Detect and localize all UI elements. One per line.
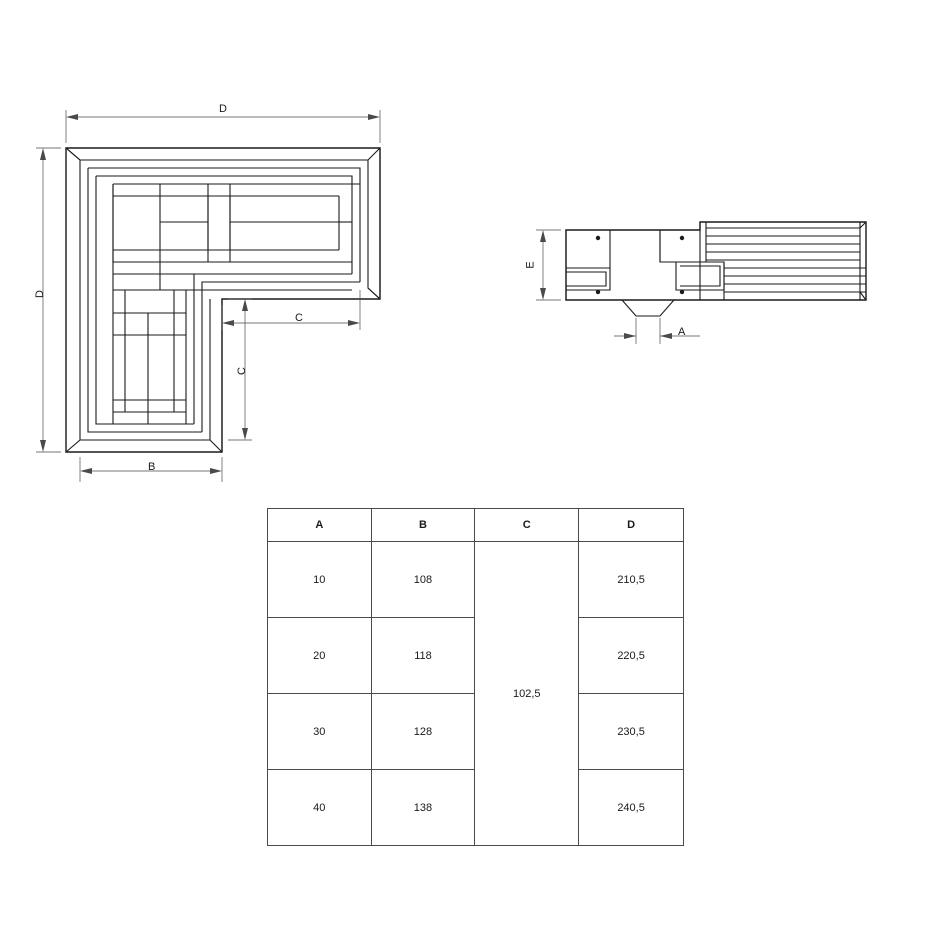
- cell-b-3: 128: [371, 694, 475, 770]
- cell-d-3: 230,5: [579, 694, 684, 770]
- table-header-row: [268, 509, 684, 542]
- dim-label-b-bottom: B: [148, 461, 156, 473]
- cell-a-1: 10: [268, 542, 372, 618]
- cell-d-1: 210,5: [579, 542, 684, 618]
- dim-label-e-left: E: [524, 261, 537, 269]
- cell-b-1: 108: [371, 542, 475, 618]
- cell-b-2: 118: [371, 618, 475, 694]
- cell-a-3: 30: [268, 694, 372, 770]
- table-row: [268, 542, 684, 618]
- dim-label-d-left: D: [33, 290, 46, 298]
- left-view-geometry: [66, 148, 380, 452]
- dim-label-c-vertical: C: [235, 367, 248, 375]
- dim-label-d-top: D: [219, 103, 227, 115]
- cell-c-merged: 102,5: [475, 542, 579, 846]
- table-header-c: C: [475, 509, 579, 542]
- cell-d-4: 240,5: [579, 770, 684, 846]
- cell-a-2: 20: [268, 618, 372, 694]
- dim-label-c-horizontal: C: [295, 312, 303, 324]
- table-header-a: A: [268, 509, 372, 542]
- cell-d-2: 220,5: [579, 618, 684, 694]
- right-view-dimensions: [536, 230, 700, 344]
- cell-b-4: 138: [371, 770, 475, 846]
- right-view-geometry: [566, 222, 866, 316]
- cell-a-4: 40: [268, 770, 372, 846]
- dimension-table: [267, 508, 684, 846]
- table-header-d: D: [579, 509, 684, 542]
- dim-label-a-bottom: A: [678, 326, 686, 338]
- table-header-b: B: [371, 509, 475, 542]
